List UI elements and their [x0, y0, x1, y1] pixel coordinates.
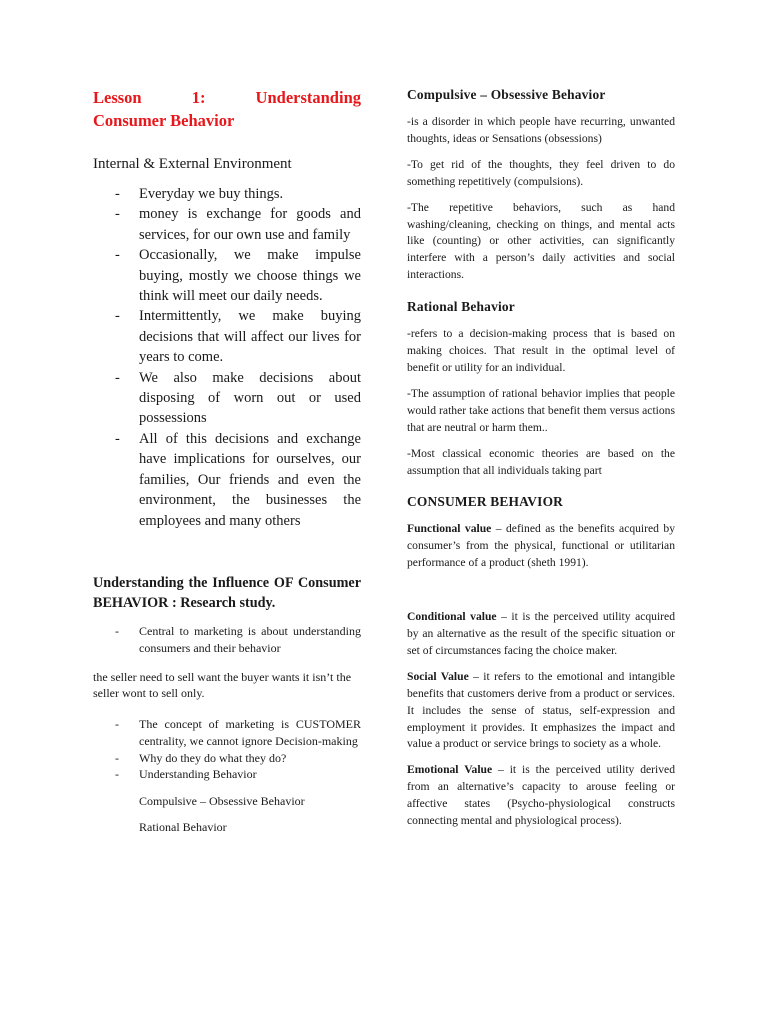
consumer-behavior-heading: CONSUMER BEHAVIOR	[407, 494, 564, 510]
functional-value-paragraph	[407, 521, 675, 572]
list-item-text: Everyday we buy things.	[139, 186, 284, 202]
conditional-value-paragraph	[407, 609, 675, 660]
compulsive-paragraph: -is a disorder in which people have recurring, unwanted thoughts, ideas or Sensations (obsessions)	[407, 115, 675, 145]
list-item	[93, 368, 361, 429]
list-item	[93, 716, 361, 750]
list-item	[93, 245, 361, 306]
sub-item-rational: Rational Behavior	[139, 820, 227, 835]
value-term: Social Value	[407, 669, 469, 683]
dash-marker: -	[115, 247, 120, 264]
emotional-value-paragraph	[407, 762, 675, 830]
value-term: Functional value	[407, 522, 492, 536]
value-text: – it is the perceived utility acquired by an alternative as the result of the specific situation or set of circumstances facing the choice maker.	[407, 610, 675, 657]
list-item-text: The concept of marketing is CUSTOMER centrality, we cannot ignore Decision-making	[139, 717, 361, 748]
list-item	[93, 306, 361, 367]
research-bullet-list	[93, 623, 361, 657]
dash-marker: -	[115, 430, 120, 447]
dash-marker: -	[115, 767, 119, 782]
dash-marker: -	[115, 369, 120, 386]
list-item	[93, 429, 361, 531]
list-item-text: Intermittently, we make buying decisions that will affect our lives for years to come.	[139, 308, 361, 366]
section-heading: Understanding the Influence OF Consumer BEHAVIOR : Research study.	[93, 574, 361, 611]
rational-paragraph: -The assumption of rational behavior implies that people would rather take actions that benefit them versus actions that are neutral or harm them..	[407, 386, 675, 434]
spacer	[407, 581, 675, 609]
list-item	[93, 750, 361, 767]
compulsive-paragraph: -The repetitive behaviors, such as hand washing/cleaning, checking on things, and mental acts like (counting) or other activities, can significantly interfere with a person’s daily activities and social interactions.	[407, 200, 675, 282]
list-item-text: Central to marketing is about understanding consumers and their behavior	[139, 623, 361, 655]
lesson-title-line-2: Consumer Behavior	[93, 111, 235, 130]
list-item	[93, 766, 361, 783]
dash-marker: -	[115, 750, 119, 765]
value-text: – defined as the benefits acquired by consumer’s from the physical, functional or utilitarian performance of a product (sheth 1991).	[407, 522, 675, 570]
research-bullet-list-2	[93, 716, 361, 783]
rational-paragraph: -refers to a decision-making process that is based on making choices. That result in the optimal level of benefit or utility for an individual.	[407, 327, 675, 374]
subtitle: Internal & External Environment	[93, 156, 292, 172]
compulsive-heading: Compulsive – Obsessive Behavior	[407, 87, 606, 102]
dash-marker: -	[115, 206, 120, 223]
list-item-text: money is exchange for goods and services, for our own use and family	[139, 206, 361, 243]
right-column	[407, 86, 675, 839]
list-item-text: Occasionally, we make impulse buying, mostly we choose things we think will meet our daily needs.	[139, 247, 361, 305]
dash-marker: -	[115, 623, 119, 638]
main-bullet-list	[93, 184, 361, 531]
dash-marker: -	[115, 308, 120, 325]
value-term: Emotional Value	[407, 763, 493, 777]
lesson-title	[93, 86, 361, 132]
lesson-title-line-1: Lesson 1: Understanding	[93, 88, 361, 107]
rational-heading: Rational Behavior	[407, 299, 515, 315]
left-column	[93, 86, 361, 835]
list-item-text: Understanding Behavior	[139, 767, 257, 782]
list-item	[93, 184, 361, 204]
list-item-text: All of this decisions and exchange have implications for ourselves, our families, Our friends and even the environment, the businesses the employees and many others	[139, 430, 361, 529]
dash-marker: -	[115, 717, 119, 732]
value-text: – it refers to the emotional and intangible benefits that customers derive from a product or services. It includes the sense of status, self-expression and employment it provides. It emphasizes the impact and value a product or service brings to society as a whole.	[407, 669, 675, 751]
sub-item-compulsive: Compulsive – Obsessive Behavior	[139, 794, 305, 809]
note-text: the seller need to sell want the buyer wants it isn’t the seller wont to sell only.	[93, 669, 352, 701]
compulsive-paragraph: -To get rid of the thoughts, they feel driven to do something repetitively (compulsions).	[407, 157, 675, 188]
list-item	[93, 204, 361, 245]
list-item	[93, 623, 361, 657]
rational-paragraph: -Most classical economic theories are based on the assumption that all individuals taking part	[407, 446, 675, 477]
list-item-text: Why do they do what they do?	[139, 750, 287, 765]
list-item-text: We also make decisions about disposing of worn out or used possessions	[139, 369, 361, 427]
dash-marker: -	[115, 186, 120, 202]
value-term: Conditional value	[407, 610, 497, 624]
social-value-paragraph	[407, 669, 675, 754]
value-text: – it is the perceived utility derived from an alternative’s capacity to arouse feeling or affective states (Psycho-physiological constructs connecting mental and physiological process).	[407, 763, 676, 828]
